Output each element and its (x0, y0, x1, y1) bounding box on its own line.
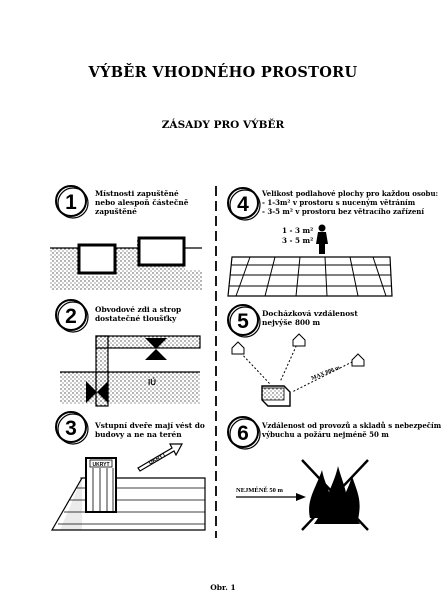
page-title: VÝBĚR VHODNÉHO PROSTORU (88, 64, 358, 81)
number-1: 1 (65, 191, 77, 214)
underground-rooms-illustration (50, 238, 202, 290)
number-2: 2 (65, 305, 77, 328)
section-5-distance: 800 m (295, 318, 321, 327)
section-2-text: Obvodové zdi a strop dostatečné tloušťky (95, 305, 182, 323)
area-large-label: 3 - 5 m² (282, 236, 314, 245)
section-6-text: Vzdálenost od provozů a skladů s nebezpečím výbuchu a požáru nejméně 50 m (262, 421, 442, 439)
number-badge-5 (228, 305, 260, 337)
section-1-text: Místnosti zapuštěné nebo alespoň částečně zapuštěné (95, 189, 189, 216)
number-3: 3 (65, 417, 77, 440)
number-badge-3 (56, 412, 88, 444)
iu-label: IÚ (148, 378, 156, 387)
number-badge-6 (228, 417, 260, 449)
min-distance-label: NEJMÉNĚ 50 m (236, 487, 283, 494)
floor-area-illustration (228, 225, 392, 297)
area-small-label: 1 - 3 m² (282, 226, 314, 235)
page-subtitle: ZÁSADY PRO VÝBĚR (161, 119, 285, 131)
fire-distance-illustration (236, 460, 368, 530)
number-badge-4 (228, 188, 260, 220)
number-6: 6 (237, 422, 249, 445)
number-4: 4 (237, 193, 249, 216)
section-3-text: Vstupní dveře mají vést do budovy a ne na terén (95, 421, 205, 439)
max-distance-label: MAX 800 m (310, 364, 341, 382)
distance-illustration (232, 334, 364, 406)
entrance-door-illustration (52, 444, 205, 530)
number-badge-2 (56, 300, 88, 332)
arrow-sign-label: UKRYT (147, 451, 168, 467)
thick-walls-illustration (60, 336, 200, 406)
number-badge-1 (56, 186, 88, 218)
number-5: 5 (237, 310, 249, 333)
door-sign-label: UKRYT (92, 462, 110, 468)
section-4-text: Velikost podlahové plochy pro každou osobu: - 1-3m² v prostoru s nuceným větráním - 3-5 m² v prostoru bez větracího zařízení (262, 189, 439, 216)
section-5-text: Docházková vzdálenost nejvýše (262, 309, 358, 327)
figure-caption: Obr. 1 (210, 583, 236, 592)
